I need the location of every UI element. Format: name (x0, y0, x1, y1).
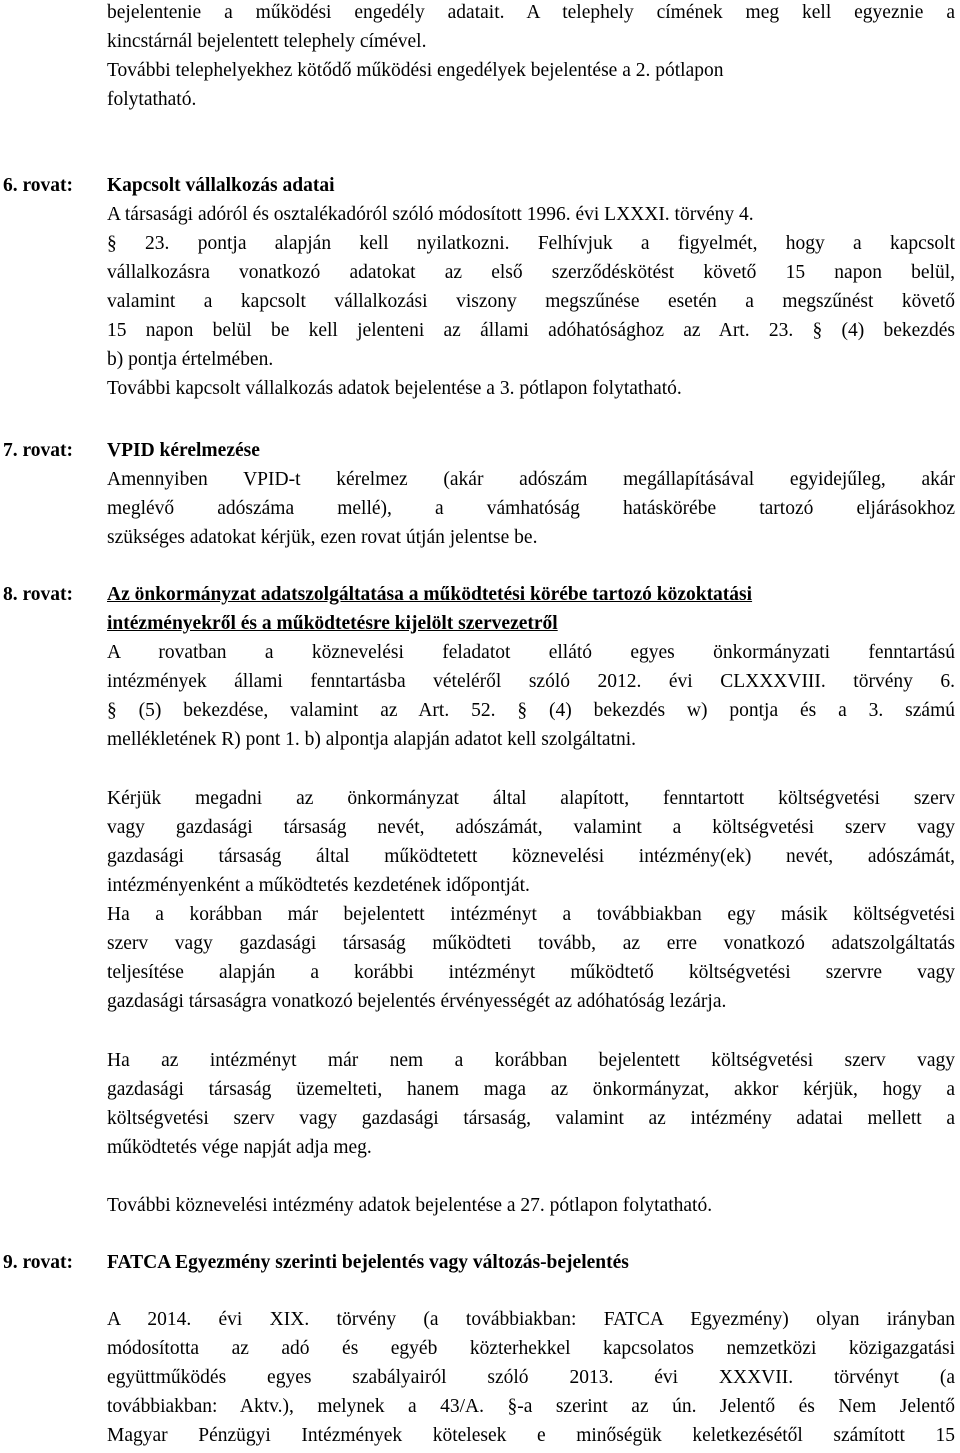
intro-line: bejelentenie a működési engedély adatait. A telephely címének meg kell egyeznie a (107, 2, 955, 23)
section-8-line: Ha az intézményt már nem a korábban bejelentett költségvetési szerv vagy (107, 1050, 955, 1071)
section-8-para-4 (107, 1191, 955, 1220)
section-8-line: működtetés vége napját adja meg. (107, 1137, 372, 1158)
section-8-line: mellékletének R) pont 1. b) alpontja alapján adatot kell szolgáltatni. (107, 729, 637, 750)
section-8-line: gazdasági társaság üzemelteti, hanem maga az önkormányzat, akkor kérjük, hogy a (107, 1079, 955, 1100)
section-8-line: szerv vagy gazdasági társaság működteti tovább, az erre vonatkozó adatszolgáltatás (107, 933, 955, 954)
section-9-number: 9. rovat: (3, 1252, 74, 1273)
section-7-line: meglévő adószáma mellé), a vámhatóság hatáskörébe tartozó eljárásokhoz (107, 498, 955, 519)
section-8-line: intézmények állami fenntartásba vételéről szóló 2012. évi CLXXXVIII. törvény 6. (107, 671, 955, 692)
section-6-heading (3, 171, 955, 200)
section-8-line: gazdasági társaságra vonatkozó bejelentés érvényességét az adóhatóság lezárja. (107, 991, 727, 1012)
section-8-line: teljesítése alapján a korábbi intézményt működtető költségvetési szervre vagy (107, 962, 955, 983)
section-9-line: továbbiakban: Aktv.), melynek a 43/A. §-a szerint az ún. Jelentő és Nem Jelentő (107, 1396, 955, 1417)
section-9-line: módosította az adó és egyéb közterhekkel kapcsolatos nemzetközi közigazgatási (107, 1338, 955, 1359)
section-8-heading (3, 580, 955, 609)
section-6-number: 6. rovat: (3, 175, 74, 196)
section-6-line: További kapcsolt vállalkozás adatok bejelentése a 3. pótlapon folytatható. (107, 378, 682, 399)
section-8-line: További köznevelési intézmény adatok bejelentése a 27. pótlapon folytatható. (107, 1195, 713, 1216)
section-7-body (107, 465, 955, 552)
section-6-line: A társasági adóról és osztalékadóról szóló módosított 1996. évi LXXXI. törvény 4. (107, 204, 754, 225)
section-8-line: A rovatban a köznevelési feladatot ellátó egyes önkormányzati fenntartású (107, 642, 955, 663)
section-8-para-2 (107, 784, 955, 1016)
section-9-line: együttműködés egyes szabályairól szóló 2013. évi XXXVII. törvényt (a (107, 1367, 955, 1388)
section-9-line: A 2014. évi XIX. törvény (a továbbiakban: FATCA Egyezmény) olyan irányban (107, 1309, 955, 1330)
section-6-line: § 23. pontja alapján kell nyilatkozni. Felhívjuk a figyelmét, hogy a kapcsolt (107, 233, 955, 254)
section-7-line: szükséges adatokat kérjük, ezen rovat útján jelentse be. (107, 527, 538, 548)
section-6-line: valamint a kapcsolt vállalkozási viszony megszűnése esetén a megszűnést követő (107, 291, 955, 312)
section-6-line: 15 napon belül be kell jelenteni az állami adóhatósághoz az Art. 23. § (4) bekezdés (107, 320, 955, 341)
section-7-title: VPID kérelmezése (107, 440, 260, 461)
section-9-body (107, 1305, 955, 1450)
intro-paragraph (107, 0, 955, 114)
section-6-line: vállalkozásra vonatkozó adatokat az első szerződéskötést követő 15 napon belül, (107, 262, 955, 283)
section-8-line: vagy gazdasági társaság nevét, adószámát, valamint a költségvetési szerv vagy (107, 817, 955, 838)
section-9-line: Magyar Pénzügyi Intézmények kötelesek e minőségük keletkezésétől számított 15 (107, 1425, 955, 1446)
section-8-line: költségvetési szerv vagy gazdasági társaság, valamint az intézmény adatai mellett a (107, 1108, 955, 1129)
intro-line: folytatható. (107, 89, 197, 110)
section-9-heading (3, 1248, 955, 1277)
section-8-title-line-2: intézményekről és a működtetésre kijelölt szervezetről (107, 613, 558, 634)
section-8-para-1 (107, 638, 955, 754)
section-8-line: gazdasági társaság által működtetett köznevelési intézmény(ek) nevét, adószámát, (107, 846, 955, 867)
section-6-body (107, 200, 955, 403)
intro-line: kincstárnál bejelentett telephely címével. (107, 31, 427, 52)
section-7-heading (3, 436, 955, 465)
section-7-line: Amennyiben VPID-t kérelmez (akár adószám megállapításával egyidejűleg, akár (107, 469, 955, 490)
section-8-line: Kérjük megadni az önkormányzat által alapított, fenntartott költségvetési szerv (107, 788, 955, 809)
section-8-line: Ha a korábban már bejelentett intézményt a továbbiakban egy másik költségvetési (107, 904, 955, 925)
section-7-number: 7. rovat: (3, 440, 74, 461)
intro-line: További telephelyekhez kötődő működési engedélyek bejelentése a 2. pótlapon (107, 60, 724, 81)
section-8-para-3 (107, 1046, 955, 1162)
section-6-title: Kapcsolt vállalkozás adatai (107, 175, 335, 196)
section-9-title: FATCA Egyezmény szerinti bejelentés vagy változás-bejelentés (107, 1252, 629, 1273)
section-8-line: § (5) bekezdése, valamint az Art. 52. § (4) bekezdés w) pontja és a 3. számú (107, 700, 955, 721)
section-8-number: 8. rovat: (3, 584, 74, 605)
section-6-line: b) pontja értelmében. (107, 349, 274, 370)
section-8-line: intézményenként a működtetés kezdetének időpontját. (107, 875, 530, 896)
section-8-title-line-1: Az önkormányzat adatszolgáltatása a működtetési körébe tartozó közoktatási (107, 584, 753, 605)
section-8-heading-cont (107, 609, 955, 638)
